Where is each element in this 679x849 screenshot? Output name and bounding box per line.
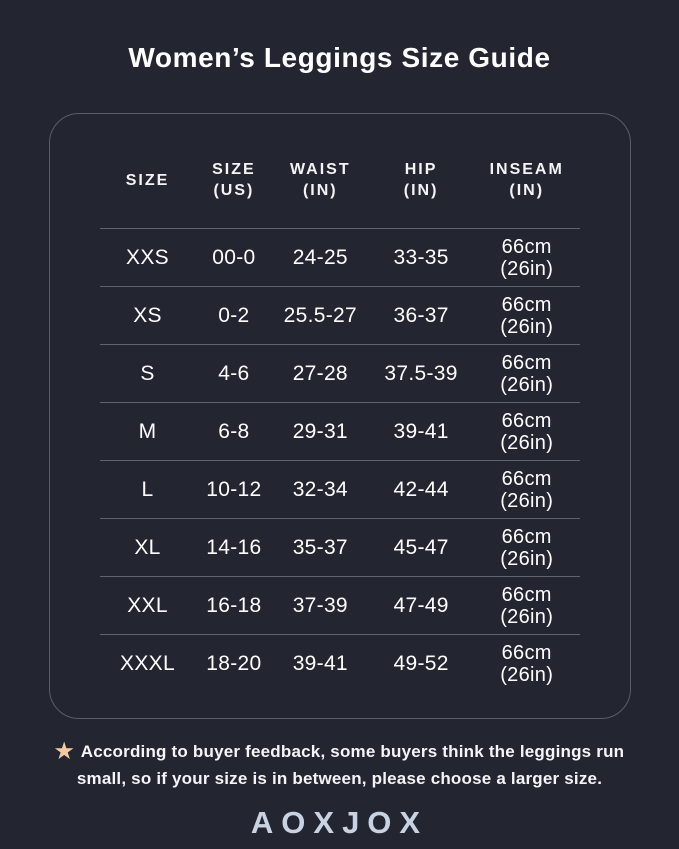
page-title: Women’s Leggings Size Guide (128, 42, 551, 73)
feedback-note-line-1: ★ According to buyer feedback, some buyers think the leggings run (54, 740, 625, 763)
table-row (100, 402, 580, 460)
waist-cell: 37-39 (292, 593, 348, 617)
inseam-cell: 66cm (26in) (500, 641, 554, 686)
inseam-cell: 66cm (26in) (500, 351, 554, 396)
table-row (100, 518, 580, 576)
inseam-cell: 66cm (26in) (500, 525, 554, 570)
size-cell: XXS (126, 245, 169, 269)
table-row (100, 286, 580, 344)
size-cell: L (141, 477, 154, 501)
hip-cell: 42-44 (393, 477, 449, 501)
size-cell: XXL (127, 593, 168, 617)
header-size-us: SIZE (US) (212, 161, 256, 199)
us-size-cell: 18-20 (206, 651, 262, 675)
waist-cell: 29-31 (292, 419, 348, 443)
size-table-card (49, 113, 631, 719)
hip-cell: 37.5-39 (384, 361, 458, 385)
table-row (100, 634, 580, 692)
us-size-cell: 14-16 (206, 535, 262, 559)
inseam-cell: 66cm (26in) (500, 409, 554, 454)
us-size-cell: 0-2 (218, 303, 250, 327)
waist-cell: 35-37 (292, 535, 348, 559)
table-body (50, 228, 630, 692)
hip-cell: 47-49 (393, 593, 449, 617)
inseam-cell: 66cm (26in) (500, 467, 554, 512)
waist-cell: 25.5-27 (283, 303, 357, 327)
size-cell: XS (133, 303, 162, 327)
waist-cell: 32-34 (292, 477, 348, 501)
hip-cell: 33-35 (393, 245, 449, 269)
size-cell: M (138, 419, 157, 443)
us-size-cell: 6-8 (218, 419, 250, 443)
feedback-note-line-2: small, so if your size is in between, please choose a larger size. (76, 769, 603, 788)
waist-cell: 27-28 (292, 361, 348, 385)
us-size-cell: 10-12 (206, 477, 262, 501)
inseam-cell: 66cm (26in) (500, 583, 554, 628)
inseam-cell: 66cm (26in) (500, 293, 554, 338)
hip-cell: 39-41 (393, 419, 449, 443)
header-inseam: INSEAM (IN) (489, 161, 564, 199)
header-hip: HIP (IN) (403, 161, 439, 199)
size-cell: S (140, 361, 155, 385)
hip-cell: 49-52 (393, 651, 449, 675)
inseam-cell: 66cm (26in) (500, 235, 554, 280)
header-waist: WAIST (IN) (289, 161, 351, 199)
us-size-cell: 00-0 (212, 245, 256, 269)
header-size: SIZE (125, 171, 170, 189)
table-row (100, 344, 580, 402)
us-size-cell: 4-6 (218, 361, 250, 385)
table-row (100, 576, 580, 634)
table-header-row (50, 114, 630, 228)
us-size-cell: 16-18 (206, 593, 262, 617)
table-row (100, 460, 580, 518)
size-cell: XXXL (120, 651, 175, 675)
size-cell: XL (134, 535, 161, 559)
hip-cell: 36-37 (393, 303, 449, 327)
star-icon: ★ (54, 740, 74, 763)
feedback-note (30, 738, 650, 792)
waist-cell: 24-25 (292, 245, 348, 269)
hip-cell: 45-47 (393, 535, 449, 559)
brand-logo: AOXJOX (250, 805, 429, 840)
waist-cell: 39-41 (292, 651, 348, 675)
table-row (100, 228, 580, 286)
